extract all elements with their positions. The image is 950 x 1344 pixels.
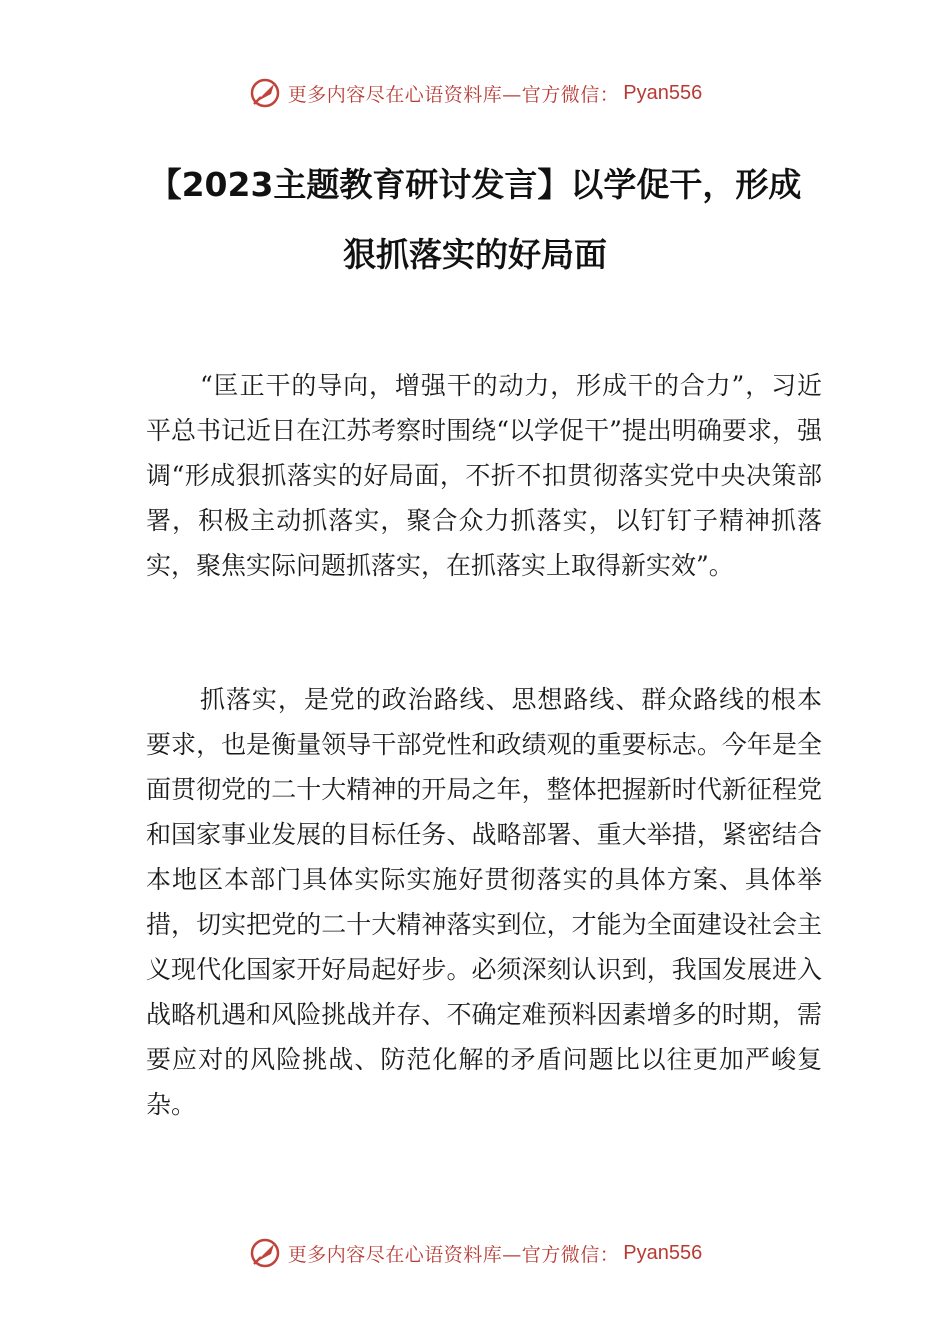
header-banner (0, 73, 950, 113)
quill-pen-logo-icon (248, 76, 282, 110)
banner-wechat-id: Pyan556 (623, 81, 703, 104)
body-paragraph-1: “匡正干的导向，增强干的动力，形成干的合力”，习近平总书记近日在江苏考察时围绕“以学促干”提出明确要求，强调“形成狠抓落实的好局面，不折不扣贯彻落实党中央决策部署，积极主动抓落实，聚合众力抓落实，以钉钉子精神抓落实，聚焦实际问题抓落实，在抓落实上取得新实效”。 (146, 371, 822, 580)
title-line-1: 【2023主题教育研讨发言】以学促干，形成 (148, 165, 802, 204)
footer-banner (0, 1233, 950, 1273)
body-paragraph-2: 抓落实，是党的政治路线、思想路线、群众路线的根本要求，也是衡量领导干部党性和政绩观的重要标志。今年是全面贯彻党的二十大精神的开局之年，整体把握新时代新征程党和国家事业发展的目标任务、战略部署、重大举措，紧密结合本地区本部门具体实际实施好贯彻落实的具体方案、具体举措，切实把党的二十大精神落实到位，才能为全面建设社会主义现代化国家开好局起好步。必须深刻认识到，我国发展进入战略机遇和风险挑战并存、不确定难预料因素增多的时期，需要应对的风险挑战、防范化解的矛盾问题比以往更加严峻复杂。 (146, 685, 822, 1119)
quill-pen-logo-icon (248, 1236, 282, 1270)
banner-text: 更多内容尽在心语资料库—官方微信： (287, 83, 620, 106)
banner-text: 更多内容尽在心语资料库—官方微信： (287, 1243, 620, 1266)
title-line-2: 狠抓落实的好局面 (343, 235, 607, 274)
banner-wechat-id: Pyan556 (623, 1241, 703, 1264)
document-title (120, 150, 830, 290)
